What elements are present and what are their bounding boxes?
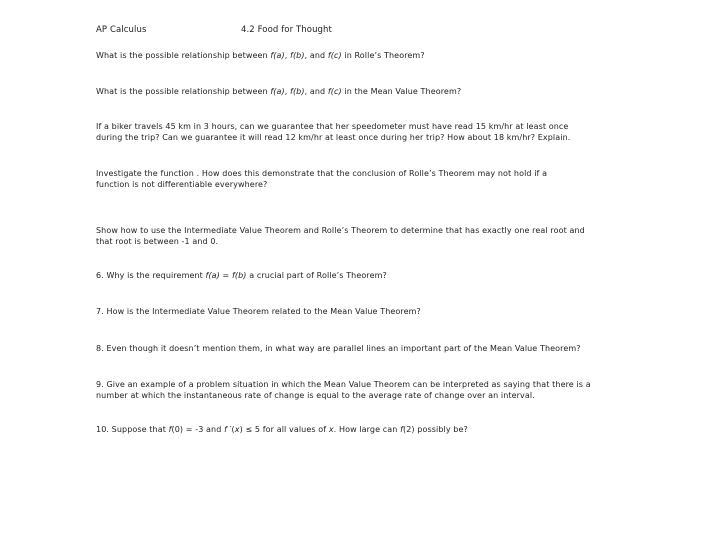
question-8 — [96, 344, 596, 355]
math-term: f(b) — [290, 51, 305, 60]
question-text: What is the possible relationship between — [96, 51, 271, 60]
question-text: 8. Even though it doesn’t mention them, in what way are parallel lines an important part of the Mean Value Theorem? — [96, 344, 581, 353]
question-text: (2) possibly be? — [403, 425, 468, 434]
math-term: f(a) — [270, 87, 285, 96]
question-text: in Rolle’s Theorem? — [341, 51, 425, 60]
question-6 — [96, 271, 596, 282]
math-term: x — [234, 425, 240, 434]
question-text: in the Mean Value Theorem? — [341, 87, 462, 96]
question-text: , — [284, 87, 291, 96]
math-term: f(a) — [270, 51, 285, 60]
question-text: (0) = -3 and — [171, 425, 225, 434]
question-5 — [96, 226, 591, 247]
question-text: ( — [231, 425, 235, 434]
question-text: Investigate the function . How does this demonstrate that the conclusion of Rolle’s Theorem may not hold if a function is not differentiable everywhere? — [96, 169, 548, 189]
math-term: f(c) — [327, 51, 342, 60]
question-text: , — [284, 51, 291, 60]
question-text: , and — [304, 51, 328, 60]
question-text: 10. Suppose that — [96, 425, 169, 434]
question-3 — [96, 122, 571, 143]
question-4 — [96, 169, 561, 190]
question-text: a crucial part of Rolle’s Theorem? — [246, 271, 387, 280]
question-2 — [96, 87, 596, 98]
question-1 — [96, 51, 596, 62]
question-text: 9. Give an example of a problem situation in which the Mean Value Theorem can be interpreted as saying that there is a number at which the instantaneous rate of change is equal to the average rate of change over an interval. — [96, 380, 591, 400]
math-term: f(c) — [327, 87, 342, 96]
math-term: f — [168, 425, 172, 434]
course-title: AP Calculus — [96, 25, 147, 35]
math-term: f — [400, 425, 404, 434]
question-text: 7. How is the Intermediate Value Theorem related to the Mean Value Theorem? — [96, 307, 421, 316]
section-title: 4.2 Food for Thought — [241, 25, 332, 35]
math-term: f(a) = f(b) — [205, 271, 247, 280]
math-term: f(b) — [290, 87, 305, 96]
question-text: What is the possible relationship between — [96, 87, 271, 96]
question-text: . How large can — [333, 425, 401, 434]
question-text: If a biker travels 45 km in 3 hours, can we guarantee that her speedometer must have read 15 km/hr at least once during the trip? Can we guarantee it will read 12 km/hr at least once during her trip? How about 18 km/hr? Explain. — [96, 122, 571, 142]
question-text: ) ≤ 5 for all values of — [239, 425, 329, 434]
question-text: 6. Why is the requirement — [96, 271, 206, 280]
question-text: , and — [304, 87, 328, 96]
math-term: x — [328, 425, 334, 434]
question-7 — [96, 307, 596, 318]
question-9 — [96, 380, 591, 401]
math-term: f ′ — [224, 425, 232, 434]
question-10 — [96, 425, 596, 436]
question-text: Show how to use the Intermediate Value Theorem and Rolle’s Theorem to determine that has exactly one real root and that root is between -1 and 0. — [96, 226, 585, 246]
